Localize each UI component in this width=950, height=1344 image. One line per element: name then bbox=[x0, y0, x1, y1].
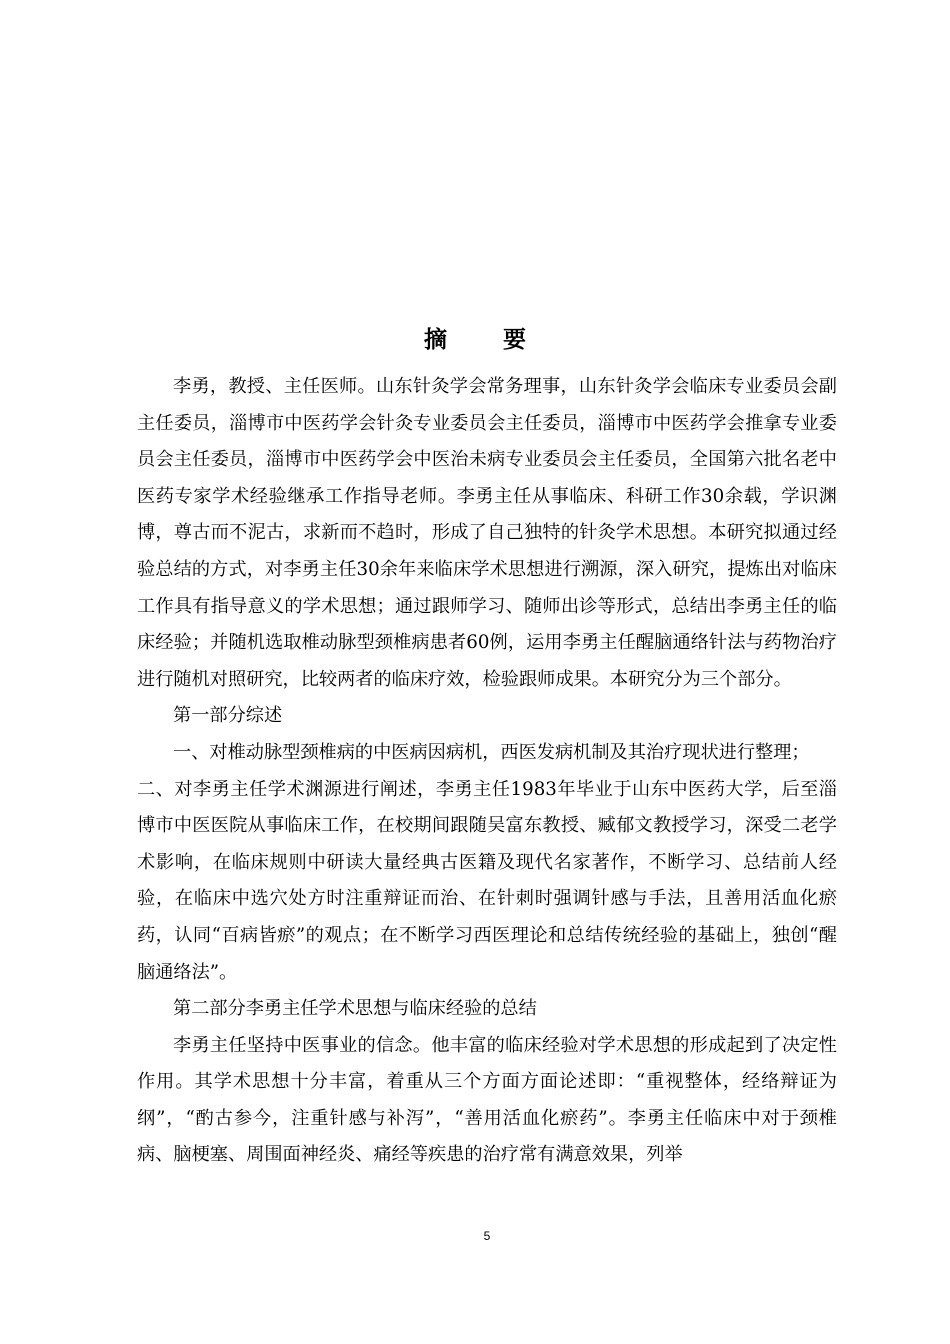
section-heading-part-two: 第二部分李勇主任学术思想与临床经验的总结 bbox=[173, 998, 537, 1020]
section-heading-part-one: 第一部分综述 bbox=[173, 705, 283, 727]
abstract-title: 摘 要 bbox=[423, 327, 550, 353]
page-number: 5 bbox=[483, 1229, 491, 1243]
paragraph-part-one-item-two: 二、对李勇主任学术渊源进行阐述，李勇主任1983年毕业于山东中医药大学，后至淄博市中医医院从事临床工作，在校期间跟随吴富东教授、臧郁文教授学习，深受二老学术影响，在临床规则中研读大量经典古医籍及现代名家著作，不断学习、总结前人经验，在临床中选穴处方时注重辩证而治、在针刺时强调针感与手法，且善用活血化瘀药，认同“百病皆瘀”的观点；在不断学习西医理论和总结传统经验的基础上，独创“醒脑通络法”。 bbox=[137, 778, 837, 983]
abstract-body bbox=[137, 369, 837, 1174]
paragraph-part-one-item-one: 一、对椎动脉型颈椎病的中医病因病机，西医发病机制及其治疗现状进行整理； bbox=[173, 741, 810, 763]
paragraph-intro: 李勇，教授、主任医师。山东针灸学会常务理事，山东针灸学会临床专业委员会副主任委员，淄博市中医药学会针灸专业委员会主任委员，淄博市中医药学会推拿专业委员会主任委员，淄博市中医药学会中医治未病专业委员会主任委员，全国第六批名老中医药专家学术经验继承工作指导老师。李勇主任从事临床、科研工作30余载，学识渊博，尊古而不泥古，求新而不趋时，形成了自己独特的针灸学术思想。本研究拟通过经验总结的方式，对李勇主任30余年来临床学术思想进行溯源，深入研究，提炼出对临床工作具有指导意义的学术思想；通过跟师学习、随师出诊等形式，总结出李勇主任的临床经验；并随机选取椎动脉型颈椎病患者60例，运用李勇主任醒脑通络针法与药物治疗进行随机对照研究，比较两者的临床疗效，检验跟师成果。本研究分为三个部分。 bbox=[137, 376, 837, 690]
paragraph-part-two: 李勇主任坚持中医事业的信念。他丰富的临床经验对学术思想的形成起到了决定性作用。其学术思想十分丰富，着重从三个方面方面论述即：“重视整体，经络辩证为纲”，“酌古参今，注重针感与补泻”，“善用活血化瘀药”。李勇主任临床中对于颈椎病、脑梗塞、周围面神经炎、痛经等疾患的治疗常有满意效果，列举 bbox=[137, 1034, 837, 1166]
